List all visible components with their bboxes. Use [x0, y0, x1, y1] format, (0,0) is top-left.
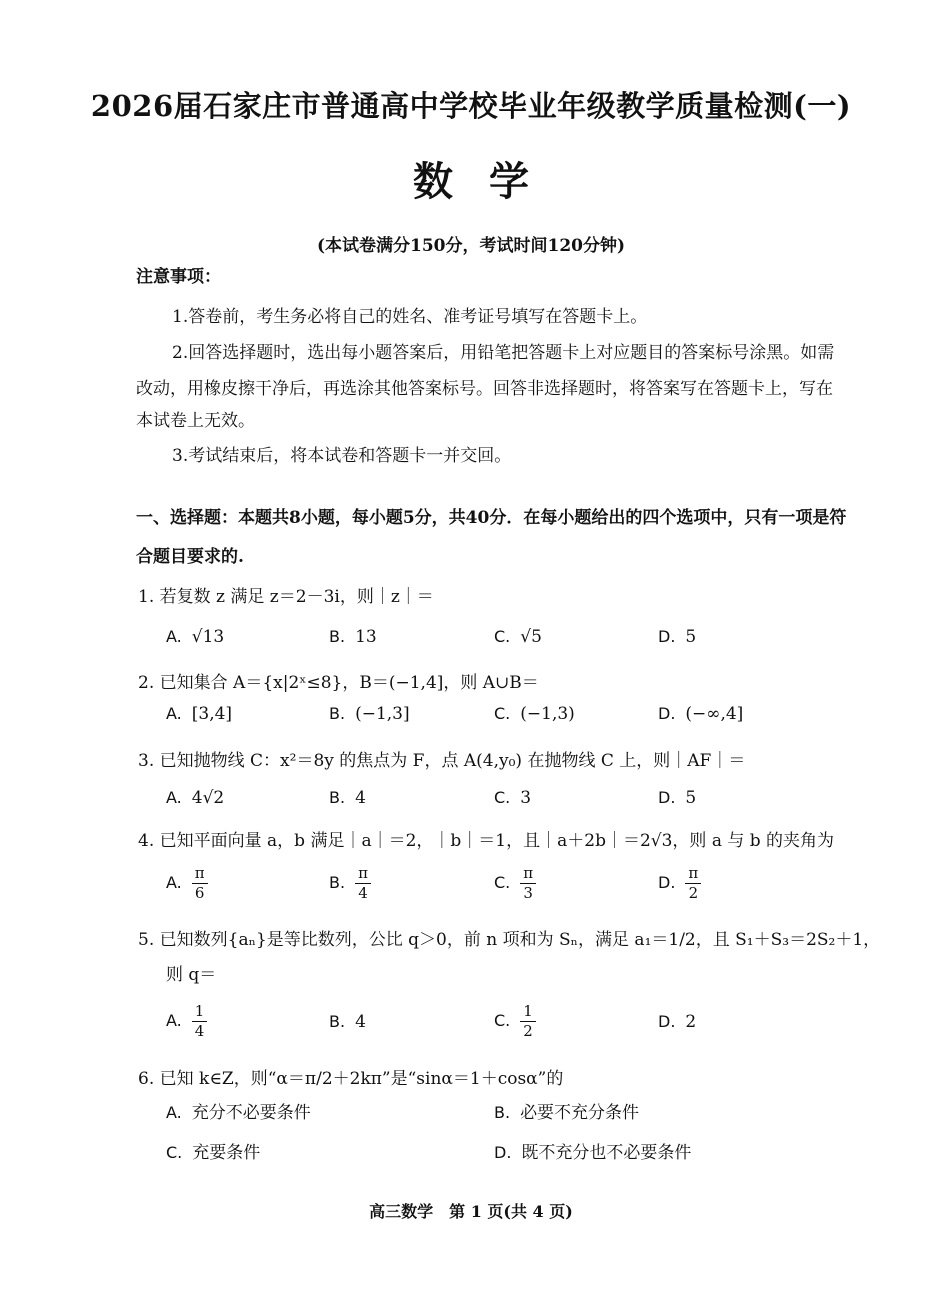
q2-option-c: C. (−1,3) — [494, 704, 575, 724]
q4-option-a: A. $\frac{\pi}{6}$ — [166, 866, 208, 901]
question-number: 1. — [138, 587, 155, 607]
q5-option-b: B. 4 — [329, 1012, 366, 1032]
q5-option-a: A. $\frac{1}{4}$ — [166, 1004, 207, 1039]
question-text: 若复数 z 满足 z＝2－3i，则｜z｜＝ — [159, 587, 434, 607]
q1-option-a: A. √13 — [166, 627, 225, 647]
q1-option-d: D. 5 — [658, 627, 697, 647]
q6-option-d: D. 既不充分也不必要条件 — [494, 1143, 692, 1163]
notice-item-2-cont: 改动，用橡皮擦干净后，再选涂其他答案标号。回答非选择题时，将答案写在答题卡上，写在 — [136, 379, 833, 399]
question-text: 已知平面向量 a，b 满足｜a｜＝2，｜b｜＝1，且｜a＋2b｜＝2√3，则 a 与 b 的夹角为 — [159, 831, 835, 851]
notice-item-2: 2.回答选择题时，选出每小题答案后，用铅笔把答题卡上对应题目的答案标号涂黑。如需 — [172, 343, 835, 363]
notice-item-1: 1.答卷前，考生务必将自己的姓名、准考证号填写在答题卡上。 — [172, 307, 648, 327]
question-text: 已知集合 A＝{x|2ˣ≤8}，B＝(−1,4]，则 A∪B＝ — [159, 673, 539, 693]
q3-option-b: B. 4 — [329, 788, 366, 808]
q1-option-b: B. 13 — [329, 627, 377, 647]
q5-option-d: D. 2 — [658, 1012, 697, 1032]
question-3 — [138, 746, 745, 771]
question-number: 6. — [138, 1069, 155, 1089]
question-number: 2. — [138, 673, 155, 693]
q6-option-c: C. 充要条件 — [166, 1143, 261, 1163]
question-5-cont: 则 q＝ — [166, 965, 217, 985]
question-text: 已知 k∈Z，则“α＝π/2＋2kπ”是“sinα＝1＋cosα”的 — [159, 1069, 564, 1089]
q1-option-c: C. √5 — [494, 627, 542, 647]
exam-info: (本试卷满分150分，考试时间120分钟) — [316, 236, 626, 256]
notice-heading: 注意事项： — [136, 267, 221, 287]
subject-title: 数学 — [413, 158, 565, 205]
section-heading-cont: 合题目要求的. — [136, 547, 244, 567]
question-number: 3. — [138, 751, 155, 771]
question-number: 5. — [138, 930, 155, 950]
question-1 — [138, 582, 434, 607]
question-5 — [138, 925, 880, 950]
question-2 — [138, 668, 539, 693]
q3-option-c: C. 3 — [494, 788, 532, 808]
question-number: 4. — [138, 831, 155, 851]
question-text: 已知抛物线 C：x²＝8y 的焦点为 F，点 A(4,y₀) 在抛物线 C 上，则｜AF｜＝ — [159, 751, 746, 771]
question-text: 已知数列{aₙ}是等比数列，公比 q＞0，前 n 项和为 Sₙ，满足 a₁＝1/2，且 S₁＋S₃＝2S₂＋1， — [159, 930, 881, 950]
q6-option-a: A. 充分不必要条件 — [166, 1103, 311, 1123]
notice-item-3: 3.考试结束后，将本试卷和答题卡一并交回。 — [172, 446, 512, 466]
q4-option-d: D. $\frac{\pi}{2}$ — [658, 866, 701, 901]
q2-option-d: D. (−∞,4] — [658, 704, 744, 724]
q6-option-b: B. 必要不充分条件 — [494, 1103, 640, 1123]
q4-option-b: B. $\frac{\pi}{4}$ — [329, 866, 371, 901]
q2-option-a: A. [3,4] — [166, 704, 233, 724]
section-heading: 一、选择题：本题共8小题，每小题5分，共40分．在每小题给出的四个选项中，只有一项是符 — [136, 508, 847, 528]
notice-item-2-cont2: 本试卷上无效。 — [136, 411, 255, 431]
q3-option-d: D. 5 — [658, 788, 697, 808]
q4-option-c: C. $\frac{\pi}{3}$ — [494, 866, 536, 901]
q2-option-b: B. (−1,3] — [329, 704, 410, 724]
q5-option-c: C. $\frac{1}{2}$ — [494, 1004, 536, 1039]
q3-option-a: A. 4√2 — [166, 788, 225, 808]
page-footer: 高三数学 第 1 页(共 4 页) — [369, 1202, 573, 1221]
question-6 — [138, 1064, 563, 1089]
exam-title: 2026届石家庄市普通高中学校毕业年级教学质量检测(一) — [90, 89, 852, 123]
question-4 — [138, 826, 834, 851]
